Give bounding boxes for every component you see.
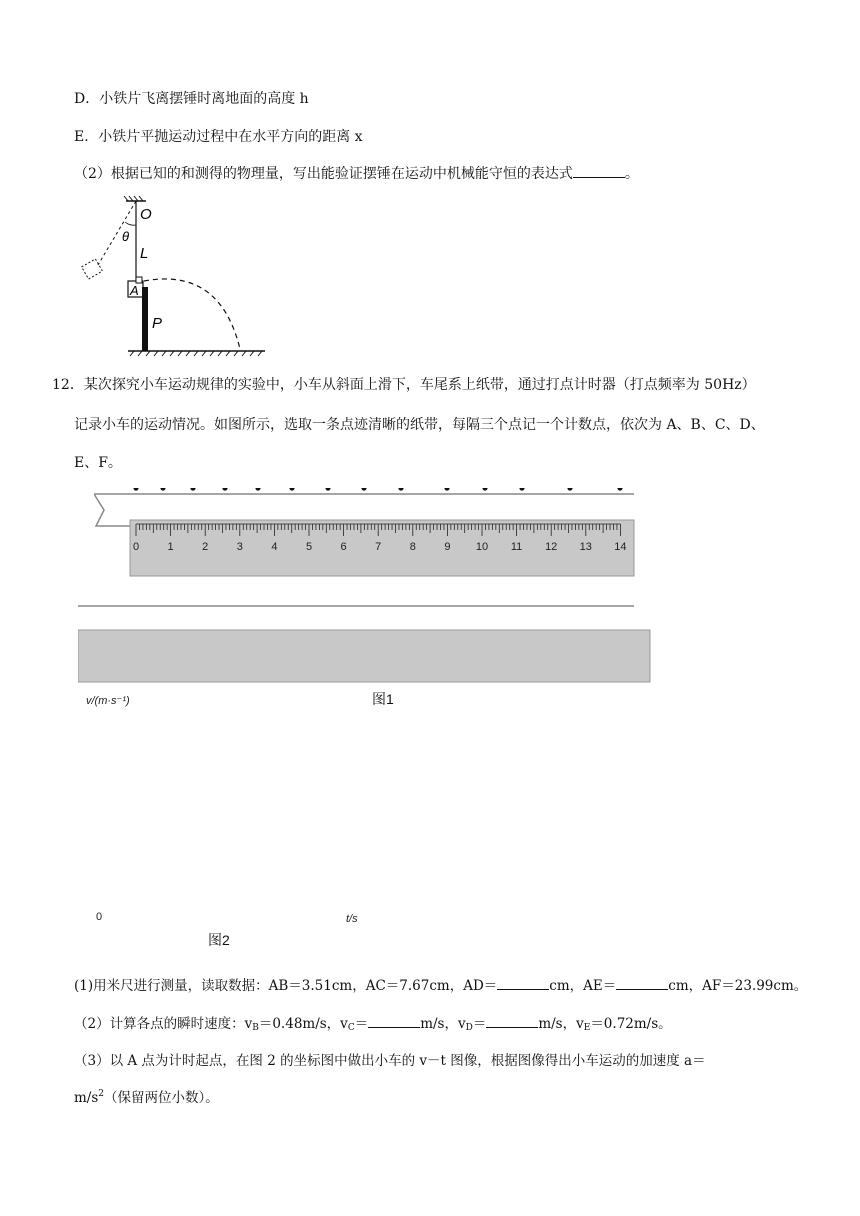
q12-part2-prefix: （2）计算各点的瞬时速度：v	[74, 1016, 253, 1032]
tape-dot	[255, 488, 260, 491]
origin-label: 0	[96, 911, 103, 923]
sub-e: E	[583, 1023, 591, 1033]
option-d: D．小铁片飞离摆锤时离地面的高度 h	[74, 91, 309, 107]
q12-part3-line2	[74, 1086, 219, 1106]
q12-part2	[74, 1012, 672, 1033]
answer-blank[interactable]	[573, 165, 625, 178]
q12-part3-line1: （3）以 A 点为计时起点，在图 2 的坐标图中做出小车的 v－t 图像，根据图像得出小车运动的加速度 a＝	[74, 1053, 706, 1069]
ruler-tick-label: 2	[202, 541, 209, 553]
tape-dot	[617, 488, 622, 491]
ruler-tick-label: 14	[614, 541, 627, 553]
q12-line3: E、F。	[74, 455, 122, 471]
ruler-tick-label: 8	[409, 541, 416, 553]
tape-dot	[190, 488, 195, 491]
q12-line1: 12．某次探究小车运动规律的实验中，小车从斜面上滑下，车尾系上纸带，通过打点计时器（打点频率为 50Hz）	[52, 377, 756, 393]
vd-unit: m/s，v	[538, 1016, 584, 1032]
ruler-tick-label: 7	[375, 541, 382, 553]
ruler-tick-label: 13	[579, 541, 592, 553]
ruler-tick-label: 6	[340, 541, 347, 553]
q11-part2-end: 。	[624, 166, 639, 182]
ruler-tick-label: 3	[236, 541, 243, 553]
option-e: E．小铁片平抛运动过程中在水平方向的距离 x	[74, 129, 363, 145]
q12-part3-note: （保留两位小数）。	[104, 1090, 219, 1106]
answer-blank-ad[interactable]	[497, 977, 549, 990]
figure-1-label: 图1	[372, 691, 394, 707]
tape-dot	[444, 488, 449, 491]
q12-part1	[74, 974, 807, 994]
tape-dot	[398, 488, 403, 491]
ruler-tick-label: 5	[305, 541, 313, 553]
ruler-tick-label: 12	[545, 541, 558, 553]
tape-dot	[222, 488, 227, 491]
label-O: O	[140, 206, 152, 223]
ruler-tick-label: 0	[132, 541, 140, 553]
vt-chart	[80, 688, 380, 950]
x-axis-label: t/s	[346, 913, 358, 925]
label-P: P	[152, 315, 163, 332]
vc-unit: m/s，v	[420, 1016, 466, 1032]
ruler-tick-label: 9	[444, 541, 451, 553]
ruler-tick-label: 10	[475, 541, 489, 553]
pendulum-diagram	[70, 195, 280, 360]
ruler-tick-label: 11	[510, 541, 523, 553]
ruler-tick-label: 1	[167, 541, 174, 553]
unit-ms: m/s	[74, 1090, 99, 1106]
vc-eq: ＝	[354, 1016, 369, 1032]
tape-dot	[289, 488, 294, 491]
unit-sup: 2	[98, 1089, 105, 1099]
q12-part1-end: cm，AF＝23.99cm。	[668, 978, 808, 994]
answer-blank-vc[interactable]	[368, 1015, 420, 1028]
label-L: L	[140, 245, 149, 262]
tape-ruler-1	[94, 488, 636, 580]
vb-value: ＝0.48m/s，v	[258, 1016, 348, 1032]
tape-dot	[361, 488, 366, 491]
q11-part2	[74, 163, 639, 183]
tape-dot	[160, 488, 165, 491]
label-theta: θ	[122, 229, 130, 244]
answer-blank-ae[interactable]	[616, 977, 668, 990]
q11-part2-text: （2）根据已知的和测得的物理量，写出能验证摆锤在运动中机械能守恒的表达式	[74, 166, 573, 182]
sub-c: C	[347, 1023, 355, 1033]
tape-dot	[482, 488, 487, 491]
tape-dot	[325, 488, 330, 491]
sub-b: B	[252, 1023, 259, 1033]
tape-dot	[519, 488, 524, 491]
tape-dot	[133, 488, 138, 491]
figure-2-label: 图2	[208, 932, 230, 948]
vd-eq: ＝	[472, 1016, 487, 1032]
q12-part1-text: (1)用米尺进行测量，读取数据：AB＝3.51cm，AC＝7.67cm，AD＝	[74, 978, 498, 994]
tape-ruler-2	[78, 600, 652, 686]
ve-value: ＝0.72m/s。	[590, 1016, 672, 1032]
q12-part1-mid: cm，AE＝	[549, 978, 617, 994]
ruler-tick-label: 4	[271, 541, 278, 553]
tape-dot	[567, 488, 572, 491]
y-axis-label: v/(m·s⁻¹)	[86, 695, 130, 707]
label-A: A	[130, 283, 139, 298]
sub-d: D	[465, 1023, 473, 1033]
q12-line2: 记录小车的运动情况。如图所示，选取一条点迹清晰的纸带，每隔三个点记一个计数点，依次为 A、B、C、D、	[74, 417, 765, 433]
answer-blank-vd[interactable]	[486, 1015, 538, 1028]
